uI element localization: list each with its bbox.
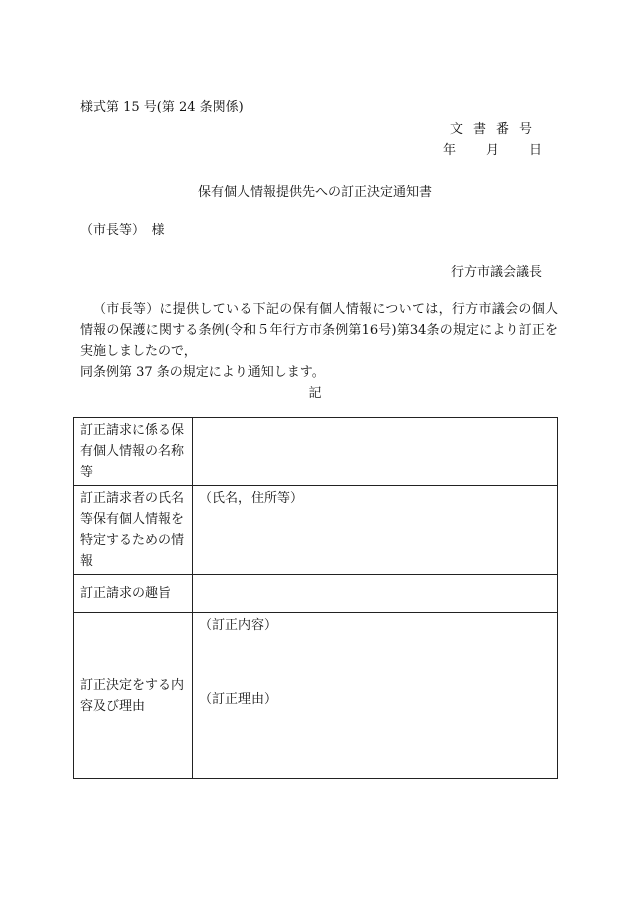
body-text xyxy=(80,299,558,383)
row-value: （氏名，住所等） xyxy=(193,486,558,575)
sender: 行方市議会議長 xyxy=(450,265,542,280)
correction-reason-label: （訂正理由） xyxy=(199,692,278,707)
body-paragraph-1: （市長等）に提供している下記の保有個人情報については，行方市議会の個人情報の保護に関する条例(令和５年行方市条例第16号)第34条の規定により訂正を実施しましたので， xyxy=(80,302,558,359)
row-label: 訂正請求の趣旨 xyxy=(74,575,193,613)
table-row xyxy=(74,613,558,779)
table-row xyxy=(74,486,558,575)
row-value xyxy=(193,418,558,486)
row-label: 訂正決定をする内容及び理由 xyxy=(74,613,193,779)
info-table xyxy=(73,417,558,779)
body-paragraph-2: 同条例第 37 条の規定により通知します。 xyxy=(80,365,325,380)
addressee: （市長等） 様 xyxy=(80,223,165,238)
row-value xyxy=(193,613,558,779)
document-title: 保有個人情報提供先への訂正決定通知書 xyxy=(197,185,432,200)
correction-content-label: （訂正内容） xyxy=(199,618,278,633)
table-row xyxy=(74,575,558,613)
date-line xyxy=(443,139,542,158)
document-number-label: 文書番号 xyxy=(449,122,542,137)
date-year: 年 xyxy=(442,143,456,158)
form-number: 様式第 15 号(第 24 条関係) xyxy=(80,100,244,115)
table-row xyxy=(74,418,558,486)
row-label: 訂正請求者の氏名等保有個人情報を特定するための情報 xyxy=(74,486,193,575)
row-value xyxy=(193,575,558,613)
date-day: 日 xyxy=(528,143,542,158)
ki-heading: 記 xyxy=(308,386,322,401)
row-label: 訂正請求に係る保有個人情報の名称等 xyxy=(74,418,193,486)
date-month: 月 xyxy=(485,143,499,158)
